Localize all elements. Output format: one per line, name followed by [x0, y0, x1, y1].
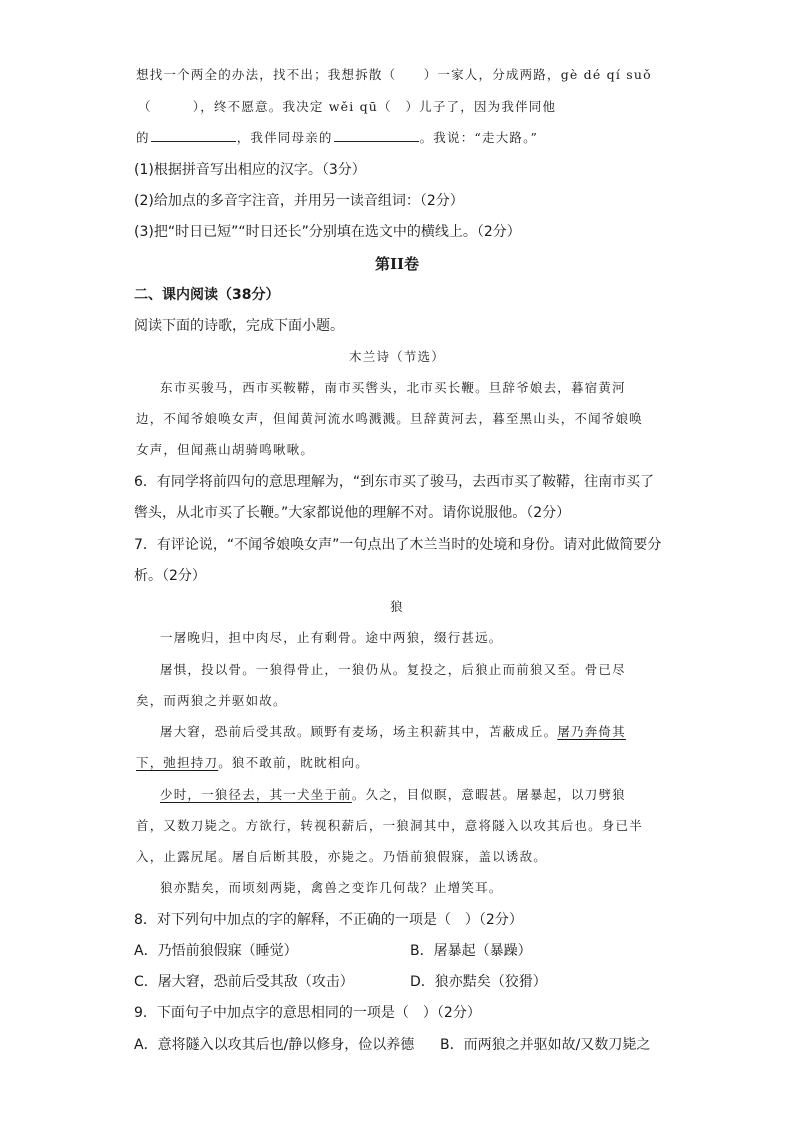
prelude-line-3-part-b: ，我伴同母亲的 — [236, 130, 333, 145]
underlined-sentence: 屠乃奔倚其 — [557, 724, 626, 739]
question-8-option-d[interactable]: D．狼亦黠矣（狡猾） — [410, 974, 547, 990]
answer-blank-2[interactable] — [334, 129, 419, 142]
underlined-sentence: 下，弛担持刀 — [136, 755, 219, 770]
question-1-3: (3)把“时日已短”“时日还长”分别填在选文中的横线上。（2分） — [134, 224, 521, 240]
answer-blank-1[interactable] — [151, 129, 236, 142]
wolf-paragraph-1: 一屠晚归，担中肉尽，止有剩骨。途中两狼，缀行甚远。 — [160, 630, 503, 645]
wolf-paragraph-5: 狼亦黠矣，而顷刻两毙，禽兽之变诈几何哉？止增笑耳。 — [160, 880, 503, 895]
wolf-text: 。久之，目似瞑，意暇甚。屠暴起，以刀劈狼 — [351, 787, 626, 802]
question-6-line-2: 辔头，从北市买了长鞭。”大家都说他的理解不对。请你说服他。（2分） — [134, 505, 571, 521]
wolf-paragraph-2-line-2: 矣，而两狼之并驱如故。 — [136, 693, 287, 708]
wolf-text: 屠大窘，恐前后受其敌。顾野有麦场，场主积薪其中，苫蔽成丘。 — [160, 724, 558, 739]
prelude-line-3 — [136, 129, 538, 147]
question-8-option-c[interactable]: C．屠大窘，恐前后受其敌（攻击） — [134, 974, 354, 990]
wolf-paragraph-4-line-2: 首，又数刀毙之。方欲行，转视积薪后，一狼洞其中，意将隧入以攻其后也。身已半 — [136, 818, 643, 833]
prelude-line-3-part-a: 的 — [136, 130, 150, 145]
volume-title: 第II卷 — [374, 255, 420, 273]
question-1-2: (2)给加点的多音字注音，并用另一读音组词：（2分） — [134, 193, 464, 209]
question-1-1: (1)根据拼音写出相应的汉字。（3分） — [134, 162, 366, 178]
question-7-line-2: 析。（2分） — [134, 568, 206, 584]
wolf-text: 。狼不敢前，眈眈相向。 — [218, 755, 369, 770]
poem-line: 东市买骏马，西市买鞍鞯，南市买辔头，北市买长鞭。旦辞爷娘去，暮宿黄河 — [160, 380, 626, 395]
question-8-option-a[interactable]: A．乃悟前狼假寐（睡觉） — [134, 943, 298, 959]
question-9-option-a[interactable]: A．意将隧入以攻其后也/静以修身，俭以养德 — [134, 1037, 415, 1053]
question-9-option-b[interactable]: B．而两狼之并驱如故/又数刀毙之 — [440, 1037, 651, 1053]
wolf-paragraph-3-line-1 — [160, 723, 626, 741]
section-heading: 二、课内阅读（38分） — [134, 287, 280, 303]
question-6-line-1: 6．有同学将前四句的意思理解为，“到东市买了骏马，去西市买了鞍鞯，往南市买了 — [134, 474, 655, 490]
poem-line: 女声，但闻燕山胡骑鸣啾啾。 — [136, 442, 315, 457]
section-instruction: 阅读下面的诗歌，完成下面小题。 — [134, 318, 344, 334]
prelude-line-1: 想找一个两全的办法，找不出；我想拆散（ ）一家人，分成两路，gè dé qí suǒ — [136, 67, 652, 82]
poem-line: 边，不闻爷娘唤女声，但闻黄河流水鸣溅溅。旦辞黄河去，暮至黑山头，不闻爷娘唤 — [136, 411, 643, 426]
prelude-line-2: （ ），终不愿意。我决定 wěi qū（ ）儿子了，因为我伴同他 — [138, 99, 557, 114]
prelude-line-3-part-c: 。我说：“走大路。” — [419, 130, 539, 145]
question-7-line-1: 7．有评论说，“不闻爷娘唤女声”一句点出了木兰当时的处境和身份。请对此做简要分 — [134, 537, 662, 553]
wolf-paragraph-4-line-1 — [160, 786, 626, 804]
wolf-paragraph-3-line-2 — [136, 754, 369, 772]
poem-title: 木兰诗（节选） — [349, 349, 445, 364]
question-9-stem: 9．下面句子中加点字的意思相同的一项是（ ）（2分） — [134, 1005, 481, 1021]
underlined-sentence: 少时，一狼径去，其一犬坐于前 — [160, 787, 352, 802]
wolf-paragraph-2-line-1: 屠惧，投以骨。一狼得骨止，一狼仍从。复投之，后狼止而前狼又至。骨已尽 — [160, 662, 626, 677]
wolf-title: 狼 — [390, 599, 404, 614]
question-8-stem: 8．对下列句中加点的字的解释，不正确的一项是（ ）（2分） — [134, 912, 523, 928]
wolf-paragraph-4-line-3: 入，止露尻尾。屠自后断其股，亦毙之。乃悟前狼假寐，盖以诱敌。 — [136, 849, 548, 864]
question-8-option-b[interactable]: B．屠暴起（暴躁） — [410, 943, 532, 959]
